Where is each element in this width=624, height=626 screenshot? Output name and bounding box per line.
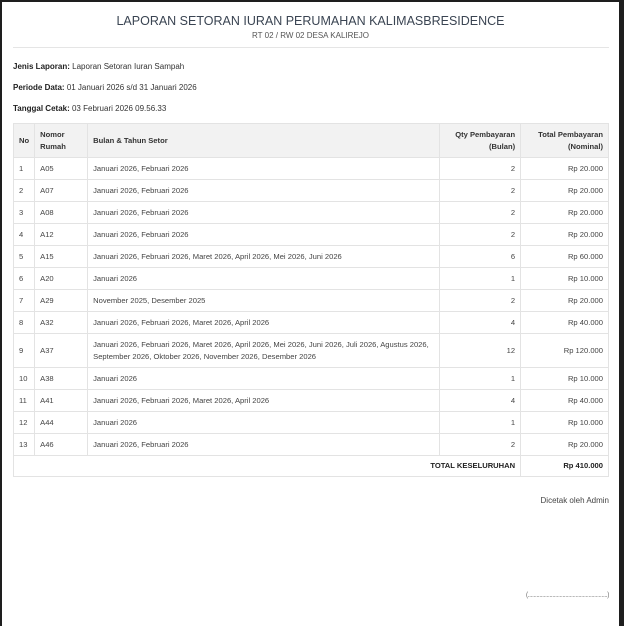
house-number: A08: [35, 202, 88, 224]
house-number: A07: [35, 180, 88, 202]
qty-months: 1: [440, 368, 521, 390]
row-no: 9: [14, 334, 35, 368]
house-number: A12: [35, 224, 88, 246]
total-amount: Rp 40.000: [521, 312, 609, 334]
qty-months: 1: [440, 412, 521, 434]
row-no: 13: [14, 434, 35, 456]
house-number: A37: [35, 334, 88, 368]
total-amount: Rp 120.000: [521, 334, 609, 368]
table-row: [14, 434, 609, 456]
months-paid: Januari 2026, Februari 2026, Maret 2026, April 2026: [88, 390, 440, 412]
table-row: [14, 224, 609, 246]
table-row: [14, 412, 609, 434]
row-no: 4: [14, 224, 35, 246]
qty-months: 2: [440, 290, 521, 312]
table-row: [14, 334, 609, 368]
table-row: [14, 312, 609, 334]
months-paid: Januari 2026, Februari 2026: [88, 180, 440, 202]
months-paid: Januari 2026, Februari 2026, Maret 2026, April 2026, Mei 2026, Juni 2026: [88, 246, 440, 268]
print-date-value: 03 Februari 2026 09.56.33: [71, 104, 167, 113]
months-paid: Januari 2026: [88, 268, 440, 290]
total-amount: Rp 20.000: [521, 158, 609, 180]
months-paid: Januari 2026, Februari 2026: [88, 202, 440, 224]
table-row: [14, 180, 609, 202]
table-row: [14, 368, 609, 390]
table-row: [14, 246, 609, 268]
table-header-row: [14, 124, 609, 158]
grand-total-row: [14, 456, 609, 477]
table-row: [14, 268, 609, 290]
report-type: [13, 62, 184, 71]
grand-total-value: Rp 410.000: [521, 456, 609, 477]
total-amount: Rp 20.000: [521, 224, 609, 246]
house-number: A15: [35, 246, 88, 268]
data-period: [13, 83, 197, 92]
total-amount: Rp 20.000: [521, 434, 609, 456]
total-amount: Rp 20.000: [521, 290, 609, 312]
house-number: A05: [35, 158, 88, 180]
col-house-number: Nomor Rumah: [35, 124, 88, 158]
total-amount: Rp 10.000: [521, 412, 609, 434]
report-page: [2, 2, 619, 626]
qty-months: 2: [440, 434, 521, 456]
report-type-value: Laporan Setoran Iuran Sampah: [72, 62, 185, 71]
qty-months: 2: [440, 158, 521, 180]
total-amount: Rp 10.000: [521, 368, 609, 390]
row-no: 5: [14, 246, 35, 268]
col-no: No: [14, 124, 35, 158]
table-row: [14, 390, 609, 412]
total-amount: Rp 20.000: [521, 202, 609, 224]
months-paid: Januari 2026, Februari 2026, Maret 2026, April 2026, Mei 2026, Juni 2026, Juli 2026, Agustus 2026, September 2026, Oktober 2026, November 2026, Desember 2026: [88, 334, 440, 368]
row-no: 7: [14, 290, 35, 312]
table-row: [14, 290, 609, 312]
total-amount: Rp 10.000: [521, 268, 609, 290]
report-title: LAPORAN SETORAN IURAN PERUMAHAN KALIMASBRESIDENCE: [116, 14, 505, 28]
house-number: A20: [35, 268, 88, 290]
months-paid: Januari 2026, Februari 2026: [88, 158, 440, 180]
total-amount: Rp 20.000: [521, 180, 609, 202]
table-row: [14, 202, 609, 224]
row-no: 1: [14, 158, 35, 180]
months-paid: Januari 2026, Februari 2026, Maret 2026, April 2026: [88, 312, 440, 334]
qty-months: 2: [440, 224, 521, 246]
row-no: 8: [14, 312, 35, 334]
qty-months: 2: [440, 202, 521, 224]
months-paid: Januari 2026: [88, 412, 440, 434]
row-no: 2: [14, 180, 35, 202]
months-paid: Januari 2026, Februari 2026: [88, 434, 440, 456]
col-qty: Qty Pembayaran (Bulan): [440, 124, 521, 158]
months-paid: November 2025, Desember 2025: [88, 290, 440, 312]
report-subtitle: RT 02 / RW 02 DESA KALIREJO: [252, 31, 369, 40]
col-months: Bulan & Tahun Setor: [88, 124, 440, 158]
qty-months: 4: [440, 312, 521, 334]
signature-line: (.......................................................): [525, 592, 609, 599]
qty-months: 12: [440, 334, 521, 368]
data-period-label: Periode Data:: [13, 83, 65, 92]
printed-by: Dicetak oleh Admin: [540, 496, 609, 505]
qty-months: 6: [440, 246, 521, 268]
col-total: Total Pembayaran (Nominal): [521, 124, 609, 158]
print-date: [13, 104, 166, 113]
print-date-label: Tanggal Cetak:: [13, 104, 70, 113]
house-number: A38: [35, 368, 88, 390]
qty-months: 1: [440, 268, 521, 290]
qty-months: 4: [440, 390, 521, 412]
total-amount: Rp 60.000: [521, 246, 609, 268]
house-number: A44: [35, 412, 88, 434]
house-number: A46: [35, 434, 88, 456]
months-paid: Januari 2026: [88, 368, 440, 390]
house-number: A41: [35, 390, 88, 412]
data-period-value: 01 Januari 2026 s/d 31 Januari 2026: [66, 83, 197, 92]
house-number: A32: [35, 312, 88, 334]
row-no: 10: [14, 368, 35, 390]
payment-table: [13, 123, 609, 477]
house-number: A29: [35, 290, 88, 312]
row-no: 3: [14, 202, 35, 224]
grand-total-label: TOTAL KESELURUHAN: [14, 456, 521, 477]
divider: [13, 47, 609, 48]
table-row: [14, 158, 609, 180]
row-no: 12: [14, 412, 35, 434]
row-no: 11: [14, 390, 35, 412]
months-paid: Januari 2026, Februari 2026: [88, 224, 440, 246]
qty-months: 2: [440, 180, 521, 202]
total-amount: Rp 40.000: [521, 390, 609, 412]
row-no: 6: [14, 268, 35, 290]
report-type-label: Jenis Laporan:: [13, 62, 70, 71]
